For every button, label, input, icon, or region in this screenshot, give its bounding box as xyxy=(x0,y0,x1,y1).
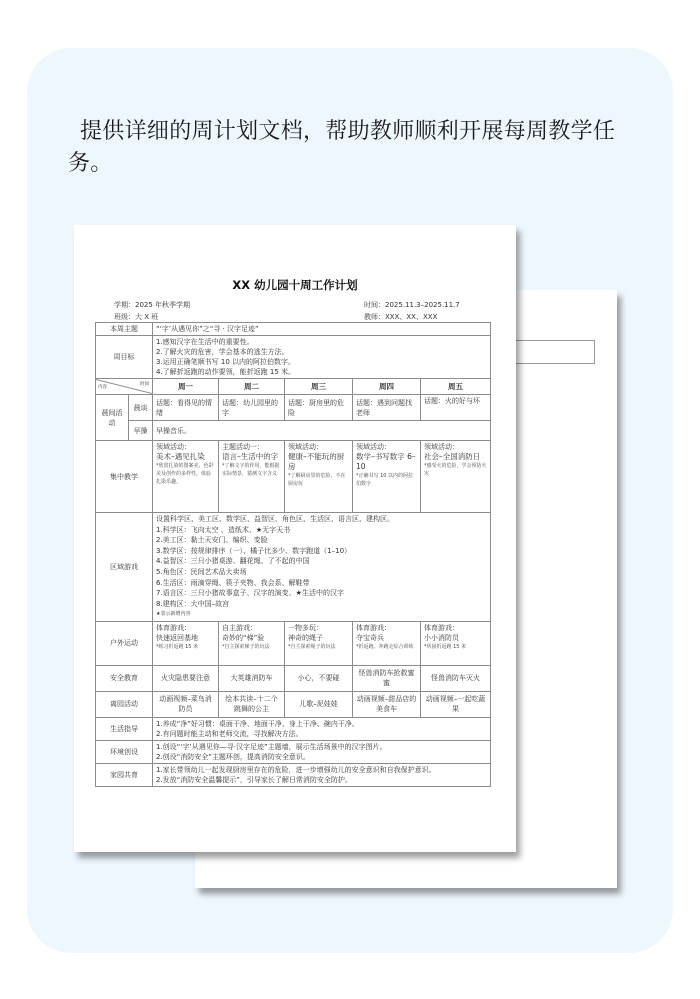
new-content-legend: ★表示新增内容 xyxy=(156,611,191,618)
teaching-type: 主题活动一： xyxy=(222,443,264,451)
goals-label: 周目标 xyxy=(96,336,153,379)
outdoor-title: 小小消防员 xyxy=(424,633,459,642)
safety-row xyxy=(96,665,491,691)
guidance-item: 2.有问题时能主动和老师交流，寻找解决方法。 xyxy=(156,729,303,738)
document-page-front xyxy=(74,225,516,852)
environment-item: 1.创设“‘字’从遇见你—寻·汉字足迹”主题墙，展示生活场景中的汉字图片。 xyxy=(156,742,387,751)
safety-cell: 火灾隐患要注意 xyxy=(153,665,219,691)
environment-item: 2.创设“消防安全”主题环创，提高消防安全意识。 xyxy=(156,752,310,761)
goal-item: 2.了解火灾的危害，学会基本的逃生方法。 xyxy=(156,348,289,356)
teaching-cell xyxy=(353,441,421,513)
home-school-list xyxy=(153,763,491,786)
outdoor-note: *自主探索绳子的玩法 xyxy=(288,643,336,650)
day-header: 周二 xyxy=(219,379,285,395)
talk-cell: 话题：看得见的情绪 xyxy=(153,395,219,421)
theme-row xyxy=(96,323,491,336)
corner-time-label: 时间 xyxy=(140,382,149,387)
area-item: 2.美工区：黏土天安门、编织、变脸 xyxy=(156,536,268,545)
focused-teaching-row xyxy=(96,441,491,513)
area-item: 4.益智区：三只小猪桌游、翻花绳、了不起的中国 xyxy=(156,557,310,566)
leaving-row xyxy=(96,691,491,717)
teaching-title: 数学–书写数字 6–10 xyxy=(356,452,416,471)
class-label: 班级：大 X 班 xyxy=(114,313,159,321)
home-school-label: 家园共育 xyxy=(96,763,153,786)
leaving-cell: 动画视频–菜鸟消防员 xyxy=(153,691,219,717)
area-item: 1.科学区：飞向太空 、造纸术、★无字天书 xyxy=(156,525,291,534)
talk-label: 晨谈 xyxy=(129,395,153,421)
teaching-type: 领域活动： xyxy=(156,443,191,451)
safety-cell: 大英雄消防车 xyxy=(219,665,285,691)
outdoor-cell xyxy=(153,621,219,665)
area-item: 3.数学区：按规律排序（一）、橘子比多少、数字跑道（1–10） xyxy=(156,546,352,555)
home-school-row xyxy=(96,763,491,786)
environment-row xyxy=(96,740,491,763)
goal-item: 1.感知汉字在生活中的重要性。 xyxy=(156,338,254,346)
day-header: 周四 xyxy=(353,379,421,395)
home-school-item: 1.家长带领幼儿一起发现厨房里存在的危险，进一步增强幼儿的安全意识和自我保护意识。 xyxy=(156,765,436,774)
teaching-cell xyxy=(219,441,285,513)
outdoor-title: 快速返回基地 xyxy=(156,633,198,642)
talk-cell: 话题：火的好与坏 xyxy=(421,395,491,421)
outdoor-label: 户外运动 xyxy=(96,621,153,665)
leaving-cell: 动画视频–一起吃蔬果 xyxy=(421,691,491,717)
teaching-title: 美术–遇见扎染 xyxy=(156,452,205,461)
area-item: 8.建构区：大中国–故宫 xyxy=(156,599,230,608)
semester-label: 学期：2025 年秋季学期 xyxy=(114,301,191,309)
day-header-row xyxy=(96,379,491,395)
life-guidance-label: 生活指导 xyxy=(96,717,153,740)
teaching-note: *了解文字的作用，能根据实际情景，猜测文字含义 xyxy=(222,463,280,477)
morning-exercise-row xyxy=(96,421,491,441)
outdoor-row xyxy=(96,621,491,665)
outdoor-note: *练习折返跑 15 米 xyxy=(156,643,199,650)
outdoor-type: 体育游戏： xyxy=(356,623,391,632)
teaching-cell xyxy=(153,441,219,513)
theme-label: 本周主题 xyxy=(96,323,153,336)
goals-row xyxy=(96,336,491,379)
safety-cell: 小心，不要碰 xyxy=(285,665,353,691)
environment-list xyxy=(153,740,491,763)
teaching-note: *感受火的危险，学会预防火灾 xyxy=(424,463,487,477)
outdoor-cell xyxy=(285,621,353,665)
outdoor-title: 神奇的绳子 xyxy=(288,633,323,642)
outdoor-note: *巩固折返跑 15 米 xyxy=(424,643,467,650)
goal-item: 4.了解折返跑的动作要领，能折返跑 15 米。 xyxy=(156,368,296,376)
focused-label: 集中教学 xyxy=(96,441,153,513)
corner-content-label: 内容 xyxy=(98,385,107,390)
weekly-plan-table xyxy=(95,322,491,787)
outdoor-type: 自主游戏： xyxy=(222,623,257,632)
exercise-value: 早操音乐。 xyxy=(153,421,491,441)
talk-cell: 话题：幼儿园里的字 xyxy=(219,395,285,421)
exercise-label: 早操 xyxy=(129,421,153,441)
safety-cell: 怪兽消防车抢救蜜蜜 xyxy=(353,665,421,691)
teaching-note: *正确书写 10 以内的阿拉伯数字 xyxy=(356,473,414,487)
corner-header xyxy=(96,379,153,395)
morning-talk-row xyxy=(96,395,491,421)
guidance-item: 1.养成“净”好习惯：桌面干净、地面干净、身上干净、碗内干净。 xyxy=(156,719,359,728)
leaving-label: 离园活动 xyxy=(96,691,153,717)
leaving-cell: 绘本共读–十二个跳舞的公主 xyxy=(219,691,285,717)
outdoor-title: 夺宝奇兵 xyxy=(356,633,384,642)
goal-item: 3.运用正确笔顺书写 10 以内的阿拉伯数字。 xyxy=(156,358,296,366)
outdoor-type: 一物多玩： xyxy=(288,623,323,632)
teaching-title: 语言–生活中的字 xyxy=(222,452,279,461)
area-item: 7.语言区：三只小猪故事盒子、汉字的演变、★生活中的汉字 xyxy=(156,589,344,598)
theme-value: “‘字’从遇见你”之“寻 · 汉字足迹” xyxy=(153,323,491,336)
day-header: 周一 xyxy=(153,379,219,395)
outdoor-cell xyxy=(421,621,491,665)
teaching-cell xyxy=(285,441,353,513)
outdoor-note: *自主探索梯子的玩法 xyxy=(222,643,270,650)
day-header: 周五 xyxy=(421,379,491,395)
teaching-title: 社会–全国消防日 xyxy=(424,452,481,461)
teaching-type: 领域活动： xyxy=(356,443,391,451)
life-guidance-row xyxy=(96,717,491,740)
outdoor-title: 奇妙的“梯”验 xyxy=(222,633,265,642)
home-school-item: 2.发放“消防安全温馨提示”，引导家长了解日常消防安全防护。 xyxy=(156,775,352,784)
outdoor-cell xyxy=(219,621,285,665)
teaching-cell xyxy=(421,441,491,513)
area-games-list xyxy=(153,513,491,622)
document-title: XX 幼儿园十周工作计划 xyxy=(232,278,358,292)
day-header: 周三 xyxy=(285,379,353,395)
outdoor-cell xyxy=(353,621,421,665)
outdoor-type: 体育游戏： xyxy=(424,623,459,632)
morning-label: 晨间活动 xyxy=(96,395,129,441)
teaching-type: 领域活动： xyxy=(424,443,459,451)
safety-label: 安全教育 xyxy=(96,665,153,691)
safety-cell: 怪兽消防车灭火 xyxy=(421,665,491,691)
teaching-note: *欣赏扎染的图案美、色彩美及创作的多样性，体验扎染乐趣。 xyxy=(156,463,214,485)
leaving-cell: 动画视频–甜品店的美食车 xyxy=(353,691,421,717)
goals-list xyxy=(153,336,491,379)
headline: 提供详细的周计划文档，帮助教师顺利开展每周教学任务。 xyxy=(68,119,616,176)
area-item: 5.角色区：民间艺术品大卖场 xyxy=(156,567,247,576)
outdoor-note: *折返跑、奔跑走综合训练 xyxy=(356,643,414,650)
teaching-note: *了解厨房里的危险，不在厨房玩 xyxy=(288,473,346,487)
area-games-row xyxy=(96,513,491,622)
life-guidance-list xyxy=(153,717,491,740)
area-games-label: 区域游戏 xyxy=(96,513,153,622)
teaching-type: 领域活动： xyxy=(288,443,323,451)
teacher-label: 教师：XXX、XX、XXX xyxy=(364,313,438,321)
area-item: 6.生活区：雨滴穿绳、筷子夹物、我会系、解鞋带 xyxy=(156,578,310,587)
talk-cell: 话题：遇到问题找老师 xyxy=(353,395,421,421)
leaving-cell: 儿歌–泥娃娃 xyxy=(285,691,353,717)
outdoor-type: 体育游戏： xyxy=(156,623,191,632)
talk-cell: 话题：厨房里的危险 xyxy=(285,395,353,421)
area-item: 设置科学区、美工区、数学区、益智区、角色区、生活区、语言区、建构区。 xyxy=(156,515,394,523)
time-label: 时间：2025.11.3–2025.11.7 xyxy=(364,301,460,309)
teaching-title: 健康–不能玩的厨房 xyxy=(288,452,345,471)
environment-label: 环境创设 xyxy=(96,740,153,763)
